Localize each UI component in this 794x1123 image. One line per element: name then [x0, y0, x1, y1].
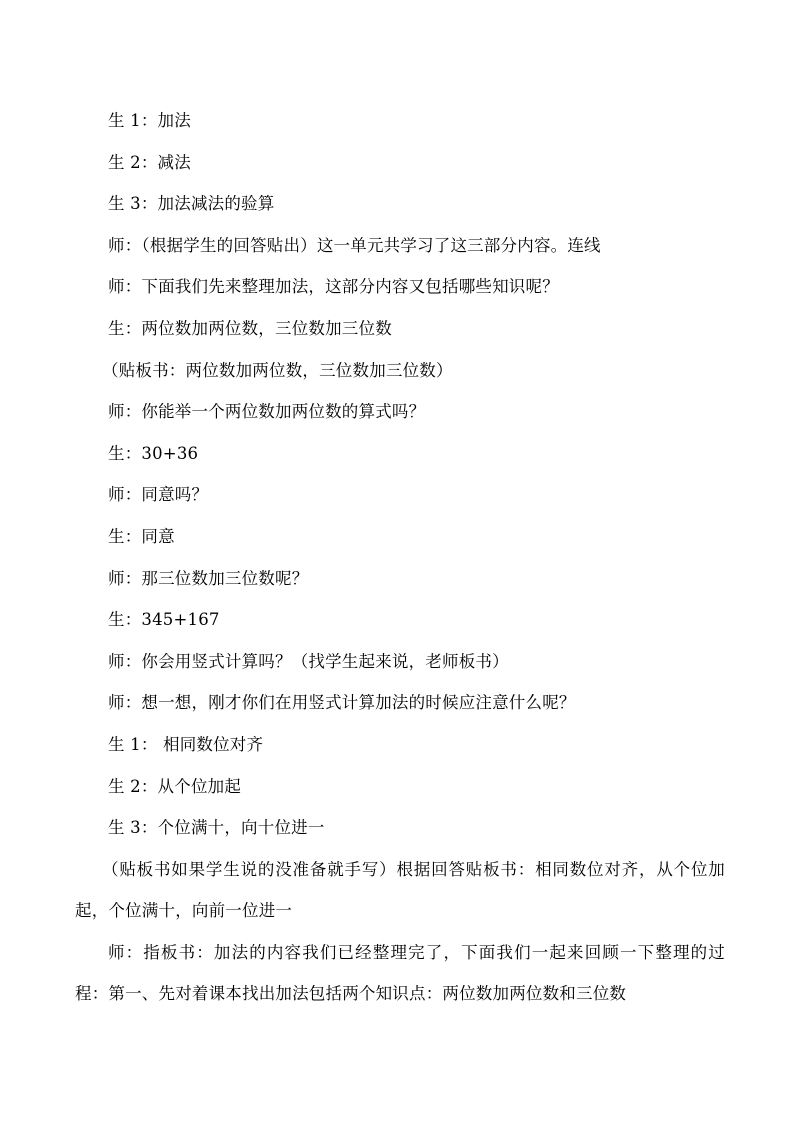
dialogue-line: 师：同意吗？	[108, 485, 209, 505]
dialogue-line: 生：345+167	[108, 610, 220, 630]
dialogue-line: 生 3：个位满十，向十位进一	[108, 818, 325, 838]
dialogue-line: 师：你会用竖式计算吗？（找学生起来说，老师板书）	[108, 651, 509, 671]
dialogue-line: 生 2：减法	[108, 152, 191, 172]
dialogue-line: 生：同意	[108, 526, 175, 546]
dialogue-line: 生 3：加法减法的验算	[108, 194, 275, 214]
dialogue-line: 生：30+36	[108, 443, 199, 463]
dialogue-line: 师：下面我们先来整理加法，这部分内容又包括哪些知识呢？	[108, 277, 559, 297]
dialogue-line: 师：那三位数加三位数呢？	[108, 568, 309, 588]
dialogue-line: 生 1： 相同数位对齐	[108, 734, 264, 754]
board-note-paragraph: （贴板书如果学生说的没准备就手写）根据回答贴板书：相同数位对齐，从个位加起，个位满十，向前一位进一	[75, 859, 725, 921]
dialogue-line: 师：你能举一个两位数加两位数的算式吗？	[108, 402, 426, 422]
teacher-summary-paragraph: 师：指板书：加法的内容我们已经整理完了，下面我们一起来回顾一下整理的过程：第一、先对着课本找出加法包括两个知识点：两位数加两位数和三位数	[75, 942, 725, 1004]
dialogue-line: 生：两位数加两位数，三位数加三位数	[108, 318, 392, 338]
board-note-line: （贴板书：两位数加两位数，三位数加三位数）	[102, 360, 453, 380]
dialogue-line: 师：想一想，刚才你们在用竖式计算加法的时候应注意什么呢？	[108, 693, 576, 713]
dialogue-line: 生 1：加法	[108, 111, 191, 130]
dialogue-line: 师：（根据学生的回答贴出）这一单元共学习了这三部分内容。连线	[108, 235, 601, 255]
document-body	[75, 100, 725, 1015]
dialogue-line: 生 2：从个位加起	[108, 776, 242, 796]
